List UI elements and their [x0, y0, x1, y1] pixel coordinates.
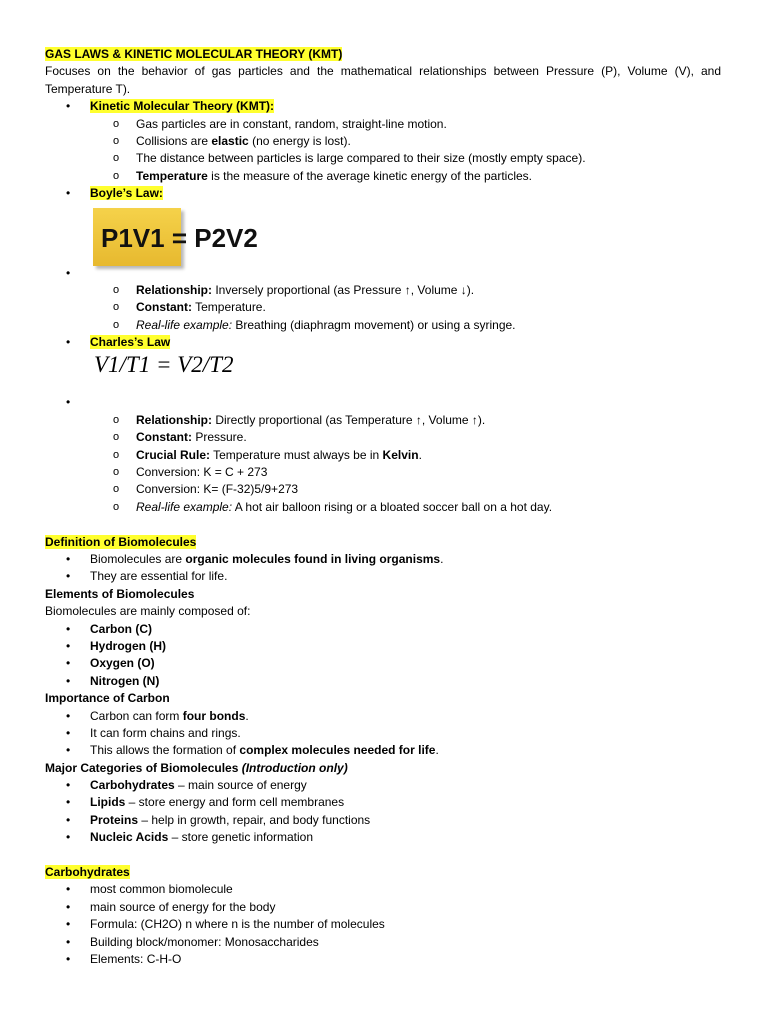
boyle-point-1: o Relationship: Inversely proportional (as Pressure ↑, Volume ↓).	[45, 282, 721, 299]
intro-paragraph-line-1: Focuses on the behavior of gas particles and the mathematical relationships between Pressure (P), Volume (V), and	[45, 64, 721, 79]
sub-bullet-icon: o	[113, 500, 120, 513]
charles-formula-image	[93, 350, 234, 412]
boyle-formula-text: P1V1 = P2V2	[101, 223, 258, 253]
boyle-heading-item	[45, 185, 721, 202]
sub-bullet-icon: o	[113, 152, 120, 165]
bullet-icon: •	[66, 795, 71, 810]
bullet-icon: •	[66, 934, 71, 949]
charles-point-5: o Conversion: K= (F-32)5/9+273	[45, 481, 721, 498]
sub-bullet-icon: o	[113, 413, 120, 426]
kmt-heading-item	[45, 98, 721, 115]
category-item-carbohydrates: • Carbohydrates – main source of energy	[45, 777, 721, 794]
charles-heading: Charles’s Law	[90, 335, 171, 350]
document-page	[45, 46, 721, 968]
sub-bullet-icon: o	[113, 169, 120, 182]
sub-bullet-icon: o	[113, 483, 120, 496]
definition-heading: Definition of Biomolecules	[45, 534, 197, 549]
carbohydrate-item: • Building block/monomer: Monosaccharides	[45, 934, 721, 951]
category-item-proteins: • Proteins – help in growth, repair, and body functions	[45, 812, 721, 829]
bullet-icon: •	[66, 673, 71, 688]
sub-bullet-icon: o	[113, 301, 120, 314]
categories-heading: Major Categories of Biomolecules (Introduction only)	[45, 760, 348, 775]
bullet-icon: •	[66, 830, 71, 845]
element-item-carbon: • Carbon (C)	[45, 621, 721, 638]
charles-point-2: o Constant: Pressure.	[45, 429, 721, 446]
bullet-icon: •	[66, 569, 71, 584]
intro-paragraph-line-2: Temperature T).	[45, 81, 131, 96]
bullet-icon: •	[66, 186, 71, 201]
carbohydrate-item: • Formula: (CH2O) n where n is the number of molecules	[45, 916, 721, 933]
boyle-formula-image	[93, 208, 258, 266]
bullet-icon: •	[66, 621, 71, 636]
carbon-point-1: • Carbon can form four bonds.	[45, 708, 721, 725]
bullet-icon: •	[66, 99, 71, 114]
elements-heading: Elements of Biomolecules	[45, 586, 195, 601]
definition-point-2: • They are essential for life.	[45, 568, 721, 585]
charles-point-3: o Crucial Rule: Temperature must always be in Kelvin.	[45, 447, 721, 464]
kmt-point-1: o Gas particles are in constant, random, straight-line motion.	[45, 116, 721, 133]
bullet-icon: •	[66, 882, 71, 897]
kmt-heading: Kinetic Molecular Theory (KMT):	[90, 99, 275, 114]
charles-point-1: o Relationship: Directly proportional (as Temperature ↑, Volume ↑).	[45, 412, 721, 429]
bullet-icon: •	[66, 638, 71, 653]
carbohydrate-item: • most common biomolecule	[45, 881, 721, 898]
boyle-image-bullet	[45, 265, 721, 282]
carbon-point-2: • It can form chains and rings.	[45, 725, 721, 742]
charles-point-6: o Real-life example: A hot air balloon rising or a bloated soccer ball on a hot day.	[45, 499, 721, 516]
bullet-icon: •	[66, 552, 71, 566]
carbon-point-3: • This allows the formation of complex molecules needed for life.	[45, 742, 721, 759]
bullet-icon: •	[66, 708, 71, 723]
bullet-icon: •	[66, 778, 71, 793]
definition-point-1: • Biomolecules are organic molecules found in living organisms.	[45, 551, 721, 568]
boyle-point-2: o Constant: Temperature.	[45, 299, 721, 316]
element-item-oxygen: • Oxygen (O)	[45, 655, 721, 672]
bullet-icon: •	[66, 917, 71, 932]
carbon-heading: Importance of Carbon	[45, 691, 170, 706]
bullet-icon: •	[66, 656, 71, 671]
bullet-icon: •	[66, 951, 71, 966]
bullet-icon: •	[66, 899, 71, 914]
bullet-icon: •	[66, 725, 71, 740]
sub-bullet-icon: o	[113, 117, 120, 130]
bullet-icon: •	[66, 743, 71, 758]
bullet-icon: •	[66, 265, 71, 280]
carbohydrate-item: • Elements: C-H-O	[45, 951, 721, 968]
carbohydrate-item: • main source of energy for the body	[45, 899, 721, 916]
kmt-point-4: o Temperature is the measure of the average kinetic energy of the particles.	[45, 168, 721, 185]
charles-formula-text: V1/T1 = V2/T2	[94, 352, 234, 377]
sub-bullet-icon: o	[113, 431, 120, 444]
elements-intro: Biomolecules are mainly composed of:	[45, 604, 251, 619]
section-gap	[45, 516, 721, 533]
sub-bullet-icon: o	[113, 283, 120, 296]
sub-bullet-icon: o	[113, 448, 120, 461]
element-item-nitrogen: • Nitrogen (N)	[45, 673, 721, 690]
boyle-point-3: o Real-life example: Breathing (diaphragm movement) or using a syringe.	[45, 317, 721, 334]
bullet-icon: •	[66, 395, 71, 410]
sub-bullet-icon: o	[113, 134, 120, 147]
category-item-lipids: • Lipids – store energy and form cell membranes	[45, 794, 721, 811]
boyle-formula-graphic	[93, 208, 258, 266]
charles-point-4: o Conversion: K = C + 273	[45, 464, 721, 481]
sub-bullet-icon: o	[113, 466, 120, 479]
sub-bullet-icon: o	[113, 318, 120, 331]
section-gap	[45, 847, 721, 864]
kmt-point-2: o Collisions are elastic (no energy is lost).	[45, 133, 721, 150]
boyle-heading: Boyle’s Law:	[90, 186, 163, 201]
charles-heading-item	[45, 334, 721, 351]
bullet-icon: •	[66, 335, 71, 350]
category-item-nucleic-acids: • Nucleic Acids – store genetic information	[45, 829, 721, 846]
kmt-point-3: o The distance between particles is large compared to their size (mostly empty space).	[45, 150, 721, 167]
bullet-icon: •	[66, 812, 71, 827]
section-title-gas-laws: GAS LAWS & KINETIC MOLECULAR THEORY (KMT)	[45, 47, 343, 61]
element-item-hydrogen: • Hydrogen (H)	[45, 638, 721, 655]
carbohydrates-heading: Carbohydrates	[45, 865, 130, 880]
